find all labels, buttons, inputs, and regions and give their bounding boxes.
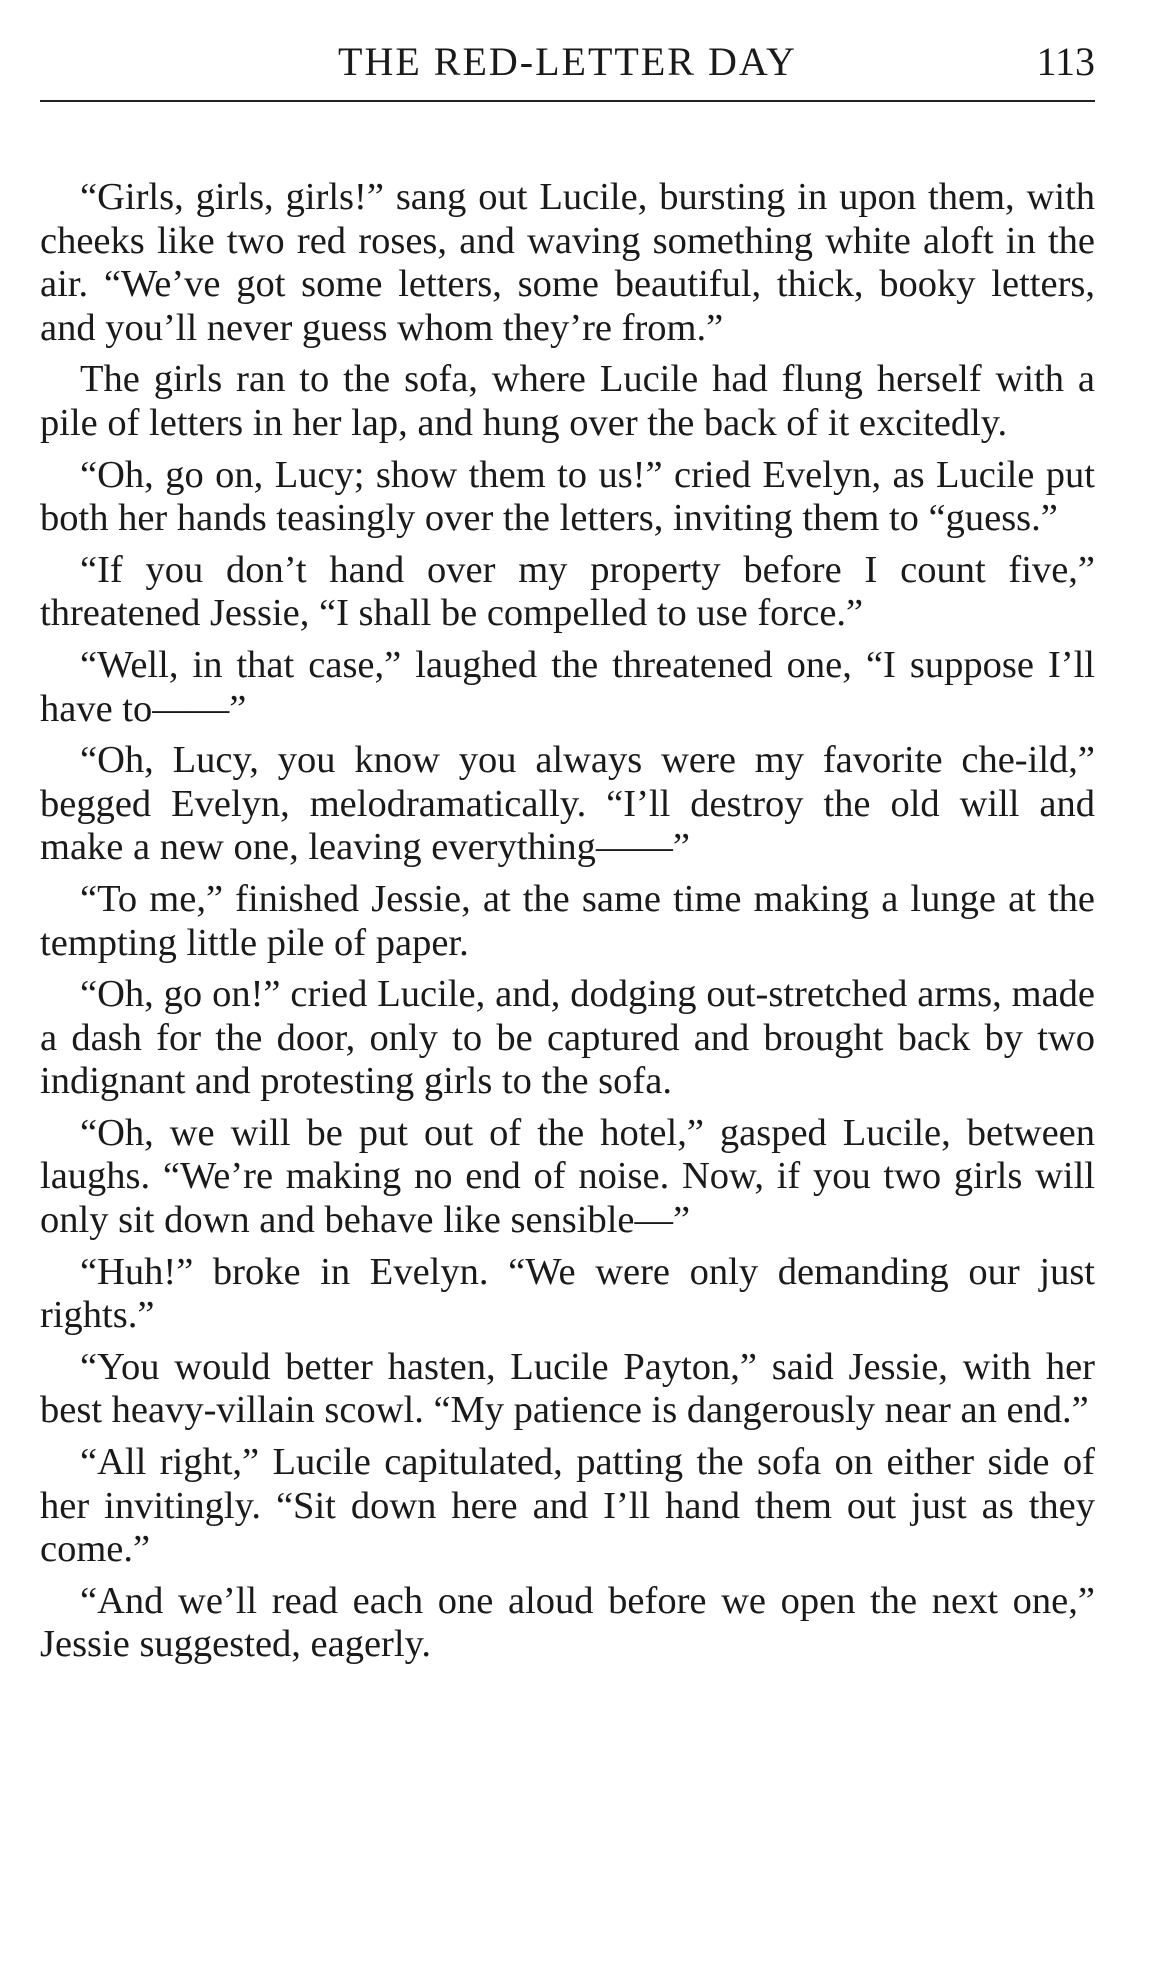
paragraph: “Well, in that case,” laughed the threatened one, “I suppose I’ll have to——” [40, 643, 1095, 730]
paragraph: “All right,” Lucile capitulated, patting the sofa on either side of her invitingly. “Sit down here and I’ll hand them out just as they come.” [40, 1441, 1095, 1571]
paragraph: “If you don’t hand over my property before I count five,” threatened Jessie, “I shall be compelled to use force.” [40, 548, 1095, 635]
running-header [40, 30, 1095, 102]
page-number: 113 [1036, 39, 1095, 84]
paragraph: The girls ran to the sofa, where Lucile had flung herself with a pile of letters in her lap, and hung over the back of it excitedly. [40, 358, 1095, 444]
paragraph: “You would better hasten, Lucile Payton,” said Jessie, with her best heavy-villain scowl. “My patience is dangerously near an end.” [40, 1345, 1095, 1432]
paragraph: “Oh, go on, Lucy; show them to us!” cried Evelyn, as Lucile put both her hands teasingly over the letters, inviting them to “guess.” [40, 453, 1095, 540]
paragraph: “Oh, go on!” cried Lucile, and, dodging out-stretched arms, made a dash for the door, only to be captured and brought back by two indignant and protesting girls to the sofa. [40, 973, 1095, 1103]
paragraph: “Huh!” broke in Evelyn. “We were only demanding our just rights.” [40, 1250, 1095, 1337]
book-page [40, 30, 1095, 1675]
running-title: THE RED-LETTER DAY [338, 39, 797, 84]
paragraph: “Oh, Lucy, you know you always were my favorite che-ild,” begged Evelyn, melodramatically. “I’ll destroy the old will and make a new one, leaving everything——” [40, 739, 1095, 869]
paragraph: “Girls, girls, girls!” sang out Lucile, bursting in upon them, with cheeks like two red roses, and waving something white aloft in the air. “We’ve got some letters, some beautiful, thick, booky letters, and you’ll never guess whom they’re from.” [40, 176, 1095, 349]
body-text [40, 176, 1095, 1667]
paragraph: “And we’ll read each one aloud before we open the next one,” Jessie suggested, eagerly. [40, 1579, 1095, 1666]
paragraph: “Oh, we will be put out of the hotel,” gasped Lucile, between laughs. “We’re making no end of noise. Now, if you two girls will only sit down and behave like sensible—” [40, 1111, 1095, 1242]
paragraph: “To me,” finished Jessie, at the same time making a lunge at the tempting little pile of paper. [40, 877, 1095, 964]
